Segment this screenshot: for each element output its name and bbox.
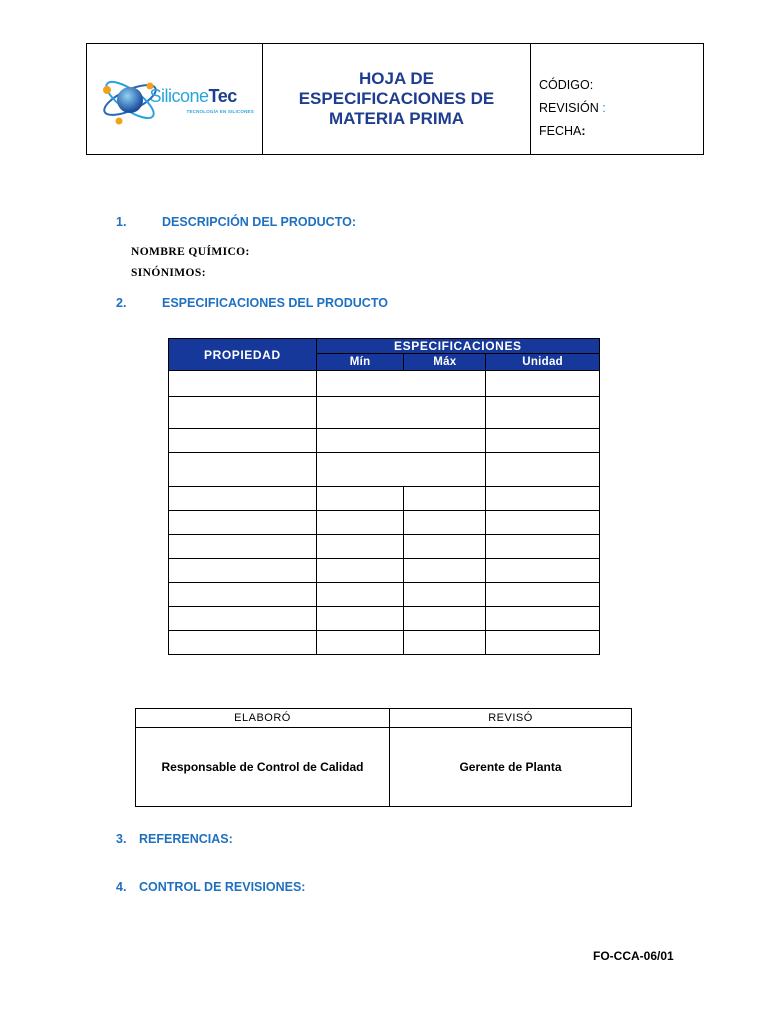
cell-max	[404, 487, 486, 511]
form-code: FO-CCA-06/01	[593, 949, 674, 963]
title-line-2: ESPECIFICACIONES DE	[298, 89, 495, 108]
col-min: Mín	[316, 354, 404, 371]
cell-unidad	[486, 453, 600, 487]
document-meta	[531, 44, 703, 154]
cell-min	[316, 535, 404, 559]
cell-min	[316, 429, 486, 453]
section-4-heading: 4. CONTROL DE REVISIONES:	[116, 880, 306, 894]
cell-max	[404, 559, 486, 583]
table-row	[169, 487, 600, 511]
cell-propiedad	[169, 397, 317, 429]
cell-max	[404, 583, 486, 607]
cell-min	[316, 511, 404, 535]
section-3-heading: 3. REFERENCIAS:	[116, 832, 233, 846]
cell-propiedad	[169, 559, 317, 583]
elaboro-header: ELABORÓ	[136, 709, 390, 728]
cell-propiedad	[169, 511, 317, 535]
cell-max	[404, 607, 486, 631]
cell-unidad	[486, 371, 600, 397]
cell-unidad	[486, 511, 600, 535]
cell-min	[316, 583, 404, 607]
nombre-quimico-label: NOMBRE QUÍMICO:	[131, 246, 250, 258]
col-max: Máx	[404, 354, 486, 371]
reviso-header: REVISÓ	[390, 709, 632, 728]
table-row	[169, 607, 600, 631]
sinonimos-label: SINÓNIMOS:	[131, 267, 206, 279]
cell-unidad	[486, 429, 600, 453]
cell-min	[316, 487, 404, 511]
table-row	[169, 631, 600, 655]
reviso-value: Gerente de Planta	[390, 728, 632, 807]
cell-min	[316, 631, 404, 655]
cell-unidad	[486, 397, 600, 429]
specifications-table	[168, 338, 600, 655]
cell-max	[404, 511, 486, 535]
col-propiedad: PROPIEDAD	[169, 339, 317, 371]
cell-min	[316, 607, 404, 631]
cell-propiedad	[169, 371, 317, 397]
cell-propiedad	[169, 607, 317, 631]
col-unidad: Unidad	[486, 354, 600, 371]
table-row	[169, 511, 600, 535]
cell-unidad	[486, 583, 600, 607]
cell-unidad	[486, 607, 600, 631]
table-row	[169, 429, 600, 453]
cell-propiedad	[169, 453, 317, 487]
cell-unidad	[486, 559, 600, 583]
fecha-label: FECHA:	[539, 124, 586, 138]
cell-max	[404, 535, 486, 559]
cell-min	[316, 397, 486, 429]
cell-propiedad	[169, 631, 317, 655]
cell-min	[316, 371, 486, 397]
table-row	[169, 397, 600, 429]
cell-max	[404, 631, 486, 655]
cell-unidad	[486, 487, 600, 511]
cell-min	[316, 453, 486, 487]
logo-tagline: TECNOLOGÍA EN SILICONES	[186, 109, 254, 114]
cell-propiedad	[169, 535, 317, 559]
signatures-table	[135, 708, 632, 807]
table-row	[169, 535, 600, 559]
cell-propiedad	[169, 429, 317, 453]
cell-propiedad	[169, 487, 317, 511]
elaboro-value: Responsable de Control de Calidad	[136, 728, 390, 807]
cell-unidad	[486, 631, 600, 655]
specifications-body	[169, 371, 600, 655]
logo-cell	[87, 44, 263, 154]
title-line-3: MATERIA PRIMA	[328, 109, 465, 128]
document-title	[263, 44, 531, 154]
table-row	[169, 583, 600, 607]
col-especificaciones: ESPECIFICACIONES	[316, 339, 599, 354]
cell-min	[316, 559, 404, 583]
cell-unidad	[486, 535, 600, 559]
cell-propiedad	[169, 583, 317, 607]
revision-label: REVISIÓN :	[539, 101, 606, 115]
table-row	[169, 453, 600, 487]
logo-text: SiliconeTec	[149, 86, 237, 106]
table-row	[169, 559, 600, 583]
table-row	[169, 371, 600, 397]
codigo-label: CÓDIGO:	[539, 78, 594, 92]
siliconetec-logo	[95, 64, 255, 134]
title-line-1: HOJA DE	[359, 69, 434, 88]
section-2-heading: 2. ESPECIFICACIONES DEL PRODUCTO	[116, 296, 388, 310]
section-1-heading: 1. DESCRIPCIÓN DEL PRODUCTO:	[116, 215, 357, 229]
document-header	[86, 43, 704, 155]
